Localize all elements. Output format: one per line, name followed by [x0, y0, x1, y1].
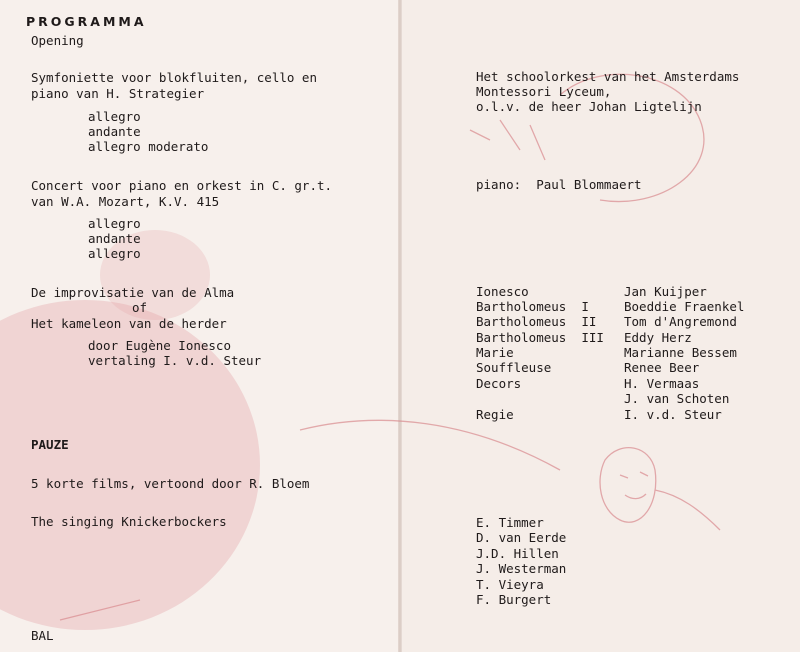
item1-line1: Symfoniette voor blokfluiten, cello en — [31, 70, 317, 85]
item1-line2: piano van H. Strategier — [31, 86, 205, 101]
list-item: J.D. Hillen — [476, 546, 559, 561]
singing-line: The singing Knickerbockers — [31, 514, 227, 529]
pauze-label: PAUZE — [31, 437, 69, 452]
cast-actor: Renee Beer — [624, 360, 700, 375]
cast-role: Marie — [476, 345, 514, 360]
item2-line1: Concert voor piano en orkest in C. gr.t. — [31, 178, 333, 193]
cast-actor: Jan Kuijper — [624, 284, 707, 299]
cast-actor: H. Vermaas — [624, 376, 700, 391]
films-line: 5 korte films, vertoond door R. Bloem — [31, 476, 310, 491]
orchestra-line-1: Het schoolorkest van het Amsterdams — [476, 69, 740, 84]
cast-actor: J. van Schoten — [624, 391, 730, 406]
cast-role: Bartholomeus III — [476, 330, 604, 345]
item3-line1: De improvisatie van de Alma — [31, 285, 235, 300]
item1-movement-3: allegro moderato — [88, 139, 209, 154]
cast-actor: Tom d'Angremond — [624, 314, 737, 329]
cast-role: Regie — [476, 407, 514, 422]
opening-label: Opening — [31, 33, 84, 48]
orchestra-line-3: o.l.v. de heer Johan Ligtelijn — [476, 99, 702, 114]
item1-movement-2: andante — [88, 124, 141, 139]
cast-actor: Boeddie Fraenkel — [624, 299, 745, 314]
list-item: T. Vieyra — [476, 577, 544, 592]
bal-label: BAL — [31, 628, 54, 643]
item3-line4: door Eugène Ionesco — [88, 338, 231, 353]
item3-line2: of — [132, 300, 148, 315]
cast-actor: Marianne Bessem — [624, 345, 737, 360]
item3-line3: Het kameleon van de herder — [31, 316, 227, 331]
list-item: E. Timmer — [476, 515, 544, 530]
program-heading: PROGRAMMA — [26, 14, 147, 29]
item2-line2: van W.A. Mozart, K.V. 415 — [31, 194, 220, 209]
list-item: J. Westerman — [476, 561, 567, 576]
cast-role: Bartholomeus I — [476, 299, 589, 314]
item1-movement-1: allegro — [88, 109, 141, 124]
item2-movement-1: allegro — [88, 216, 141, 231]
list-item: F. Burgert — [476, 592, 552, 607]
cast-role: Ionesco — [476, 284, 529, 299]
page-fold — [398, 0, 402, 652]
item2-movement-3: allegro — [88, 246, 141, 261]
cast-actor: I. v.d. Steur — [624, 407, 722, 422]
piano-line: piano: Paul Blommaert — [476, 177, 642, 192]
cast-role: Bartholomeus II — [476, 314, 597, 329]
cast-actor: Eddy Herz — [624, 330, 692, 345]
cast-role: Decors — [476, 376, 522, 391]
orchestra-line-2: Montessori Lyceum, — [476, 84, 612, 99]
list-item: D. van Eerde — [476, 530, 567, 545]
item2-movement-2: andante — [88, 231, 141, 246]
cast-role: Souffleuse — [476, 360, 552, 375]
item3-line5: vertaling I. v.d. Steur — [88, 353, 262, 368]
